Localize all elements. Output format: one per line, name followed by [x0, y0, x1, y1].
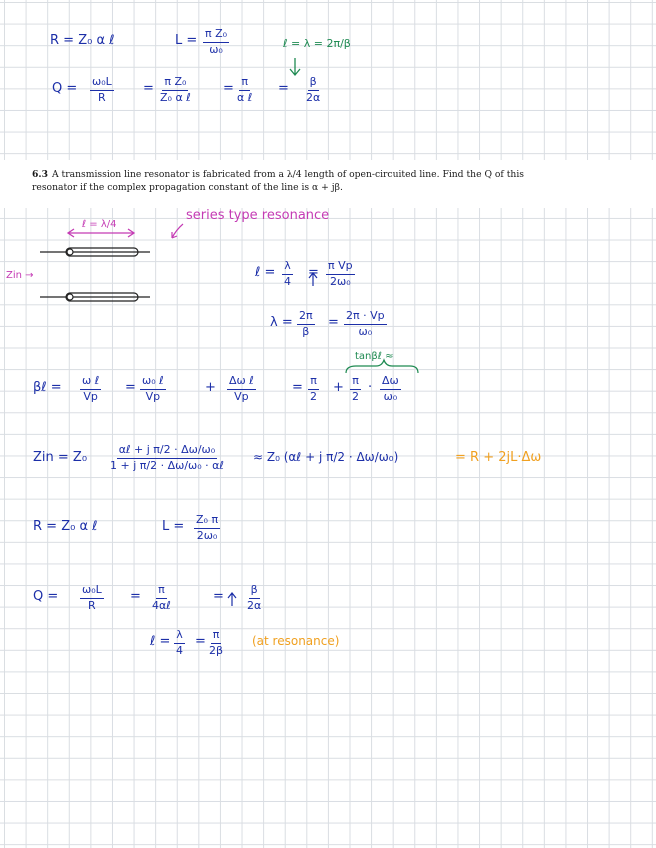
q-equals-3: = — [278, 81, 289, 96]
q-fraction-4: $\frac{\beta}{2\alpha}$ — [306, 75, 321, 104]
q-fraction-3: π α ℓ — [237, 75, 253, 104]
lambda-fraction: $\frac{2\pi}{\beta}$ — [299, 309, 313, 338]
sub-fraction: $\frac{\lambda}{4}$ — [176, 628, 183, 657]
final-up-arrow-icon — [228, 593, 236, 606]
q-fraction-1: $\frac{\text{ω₀L}}{R}$ — [92, 75, 112, 104]
beta-plus-1: + — [205, 380, 216, 395]
length-rhs-fraction: $\frac{\text{π Vp}}{\text{2ω₀}}$ — [328, 259, 353, 288]
zin-approx: ≈ Z₀ (αℓ + j π/2 · Δω/ω₀) — [253, 450, 399, 464]
r-z0-alpha-l: R = Z₀ α ℓ — [33, 519, 98, 534]
q-equals-2: = — [223, 81, 234, 96]
l-equation-fraction: $\frac{\text{π Z₀}}{\text{ω₀}}$ — [205, 27, 228, 56]
lambda-lhs: λ = — [270, 315, 293, 330]
final-q-fraction-1: $\frac{\text{ω₀L}}{R}$ — [82, 583, 102, 612]
beta-plus-2: + — [333, 380, 344, 395]
final-q-fraction-3: $\frac{\beta}{2\alpha}$ — [247, 583, 262, 612]
green-down-arrow-icon — [290, 58, 300, 75]
final-q-fraction-2: π 4αℓ — [152, 583, 171, 612]
length-lhs: ℓ = — [255, 265, 276, 280]
beta-fraction-1: ω ℓ Vp — [82, 374, 100, 403]
line-length-label: ℓ = λ/4 — [82, 219, 117, 230]
q-equals-1: = — [143, 81, 154, 96]
at-resonance-note: (at resonance) — [252, 634, 340, 648]
tan-brace-icon — [346, 360, 418, 373]
problem-number: 6.3 — [32, 169, 48, 180]
beta-fraction-2: ω₀ ℓ Vp — [142, 374, 164, 403]
q-lhs: Q = — [52, 81, 78, 96]
beta-dot: · — [368, 380, 373, 395]
l-fraction-2: $\frac{\text{Z₀ π}}{\text{2ω₀}}$ — [196, 513, 219, 542]
sub-rhs-fraction: $\frac{\pi}{2\beta}$ — [209, 628, 224, 657]
lambda-rhs-fraction: $\frac{2\pi \cdot Vp}{\text{ω₀}}$ — [346, 309, 385, 338]
l-equation-lhs: L = — [175, 33, 198, 48]
lambda-equals: = — [328, 315, 339, 330]
problem-text: A transmission line resonator is fabricated from a λ/4 length of open-circuited line. Find the Q of this resonator if the complex propagation constant of the line is α + jβ. — [32, 169, 525, 193]
length-equals: = — [308, 265, 319, 280]
series-resonance-label: series type resonance — [186, 208, 330, 223]
tan-approx-label: tanβℓ ≈ — [355, 351, 394, 362]
beta-fraction-3: Δω ℓ Vp — [229, 374, 254, 403]
up-arrow-icon — [309, 273, 317, 286]
zin-lhs: Zin = Z₀ — [33, 450, 88, 465]
sub-equals: = — [195, 634, 206, 649]
zin-result: = R + 2jL·Δω — [455, 450, 542, 465]
sub-lhs: ℓ = — [150, 634, 171, 649]
beta-fraction-4: $\frac{\pi}{2}$ — [310, 374, 317, 403]
beta-equals-2: = — [292, 380, 303, 395]
length-double-arrow-icon — [68, 229, 134, 237]
final-q-equals-1: = — [130, 589, 141, 604]
final-q-equals-2: = — [213, 589, 224, 604]
zin-arrow-label: Zin → — [6, 270, 34, 281]
q-fraction-2: π Z₀ Z₀ α ℓ — [160, 75, 191, 104]
length-fraction: $\frac{\lambda}{4}$ — [284, 259, 291, 288]
transmission-line-drawing — [40, 248, 150, 301]
r-equation: R = Z₀ α ℓ — [50, 33, 115, 48]
beta-fraction-5: $\frac{\pi}{2}$ — [352, 374, 359, 403]
l-lhs-2: L = — [162, 519, 185, 534]
zin-fraction: αℓ + j π/2 · Δω/ω₀ 1 + j π/2 · Δω/ω₀ · αℓ — [110, 443, 224, 472]
final-q-lhs: Q = — [33, 589, 59, 604]
green-wavelength-note: ℓ = λ = 2π/β — [283, 37, 351, 50]
beta-equals-1: = — [125, 380, 136, 395]
series-pointer-arrow-icon — [172, 224, 183, 238]
beta-fraction-6: $\frac{\Delta\omega}{\text{ω₀}}$ — [382, 374, 399, 403]
beta-lhs: βℓ = — [33, 380, 62, 395]
